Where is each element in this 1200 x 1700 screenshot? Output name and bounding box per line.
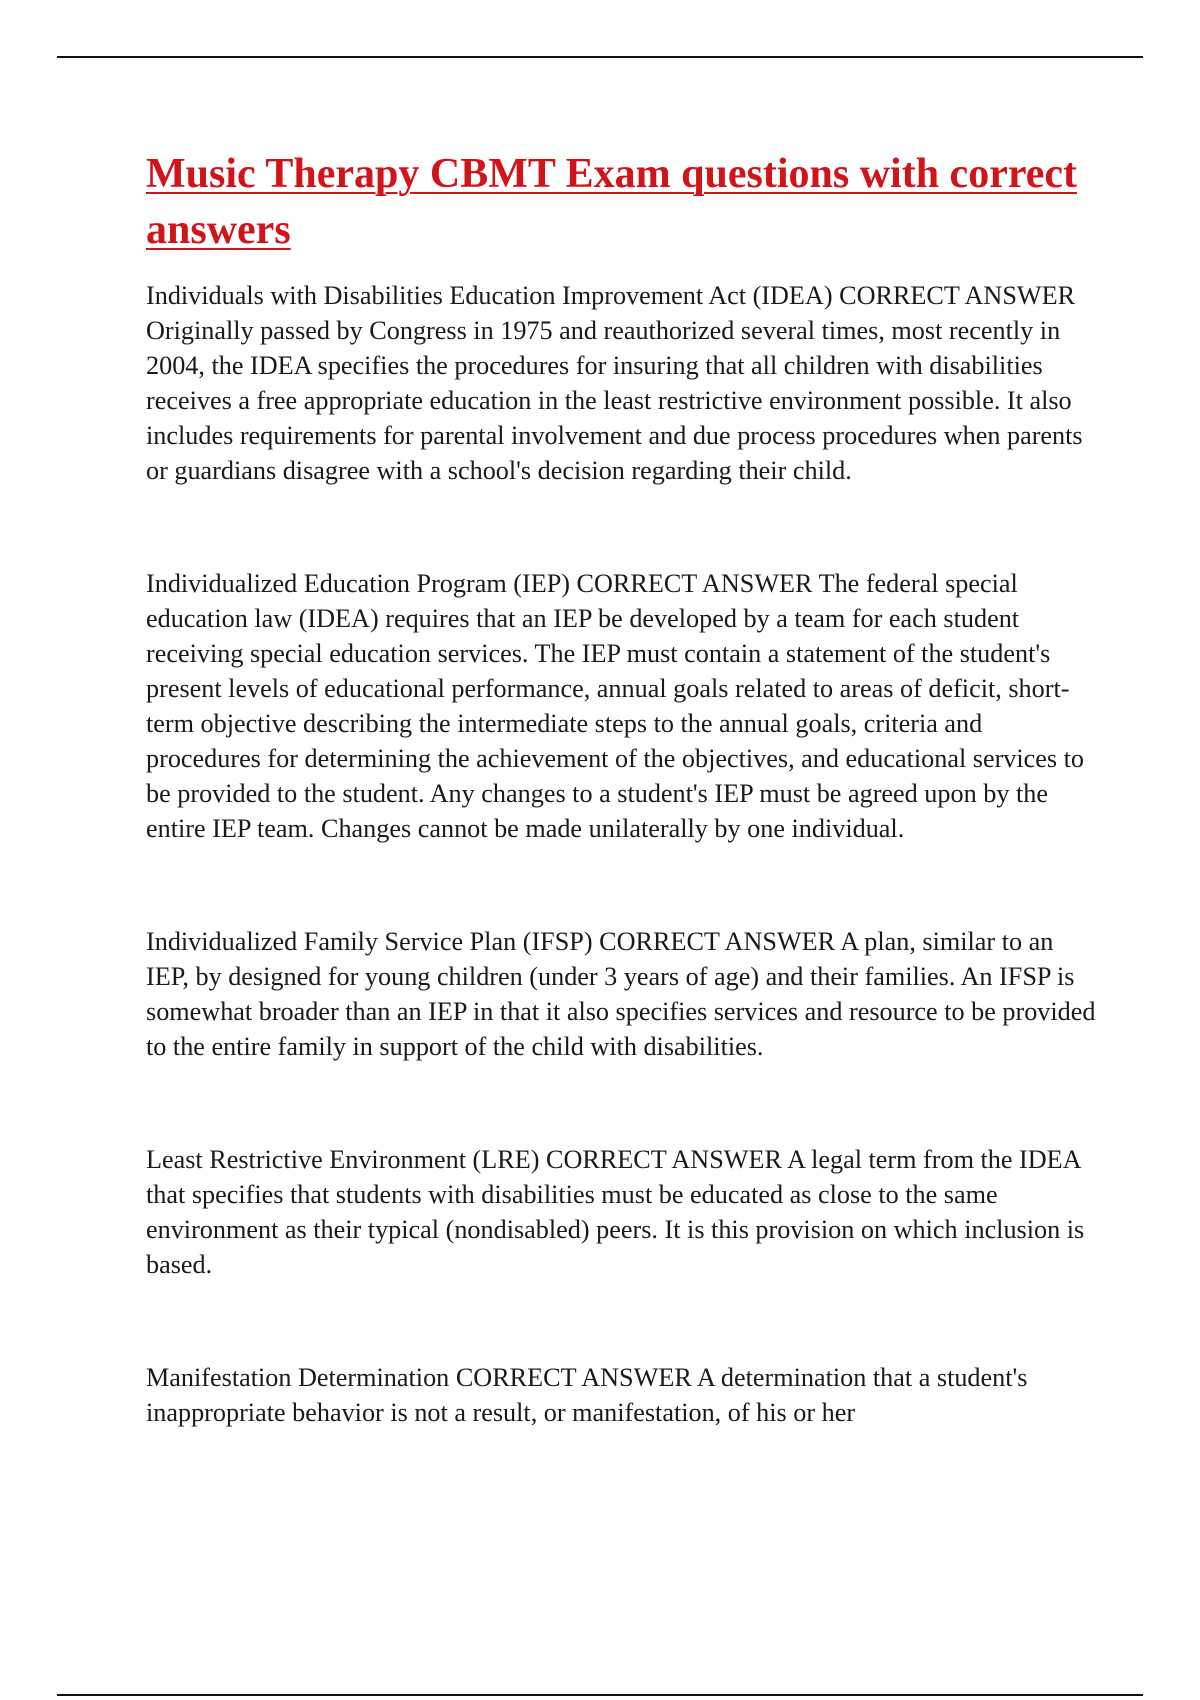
bottom-divider <box>57 1694 1143 1696</box>
entry-idea <box>146 278 1096 488</box>
entry-iep <box>146 566 1096 846</box>
entry-term: Individuals with Disabilities Education Improvement Act (IDEA) <box>146 281 833 310</box>
entry-answer: A legal term from the IDEA that specifies that students with disabilities must be educated as close to the same environment as their typical (nondisabled) peers. It is this provision on which inclusion is based. <box>146 1145 1085 1279</box>
top-divider <box>57 56 1143 58</box>
entry-answer: The federal special education law (IDEA) requires that an IEP be developed by a team for each student receiving special education services. The IEP must contain a statement of the student's present levels of educational performance, annual goals related to areas of deficit, short-term objective describing the intermediate steps to the annual goals, criteria and procedures for determining the achievement of the objectives, and educational services to be provided to the student. Any changes to a student's IEP must be agreed upon by the entire IEP team. Changes cannot be made unilaterally by one individual. <box>146 569 1085 843</box>
entry-answer: Originally passed by Congress in 1975 and reauthorized several times, most recently in 2004, the IDEA specifies the procedures for insuring that all children with disabilities receives a free appropriate education in the least restrictive environment possible. It also includes requirements for parental involvement and due process procedures when parents or guardians disagree with a school's decision regarding their child. <box>146 316 1083 485</box>
entry-term: Manifestation Determination <box>146 1363 450 1392</box>
answer-marker: CORRECT ANSWER <box>576 569 813 598</box>
entry-lre <box>146 1142 1096 1282</box>
answer-marker: CORRECT ANSWER <box>545 1145 782 1174</box>
answer-marker: CORRECT ANSWER <box>839 281 1076 310</box>
answer-marker: CORRECT ANSWER <box>455 1363 692 1392</box>
entry-term: Individualized Family Service Plan (IFSP) <box>146 927 593 956</box>
entry-term: Individualized Education Program (IEP) <box>146 569 570 598</box>
entry-manifestation <box>146 1360 1096 1430</box>
document-title: Music Therapy CBMT Exam questions with correct answers <box>146 151 1077 253</box>
entry-answer: A determination that a student's inappropriate behavior is not a result, or manifestation, of his or her <box>146 1363 1028 1427</box>
answer-marker: CORRECT ANSWER <box>599 927 836 956</box>
entry-ifsp <box>146 924 1096 1064</box>
document-body <box>146 146 1096 1508</box>
entry-answer: A plan, similar to an IEP, by designed for young children (under 3 years of age) and their families. An IFSP is somewhat broader than an IEP in that it also specifies services and resource to be provided to the entire family in support of the child with disabilities. <box>146 927 1096 1061</box>
entry-term: Least Restrictive Environment (LRE) <box>146 1145 540 1174</box>
